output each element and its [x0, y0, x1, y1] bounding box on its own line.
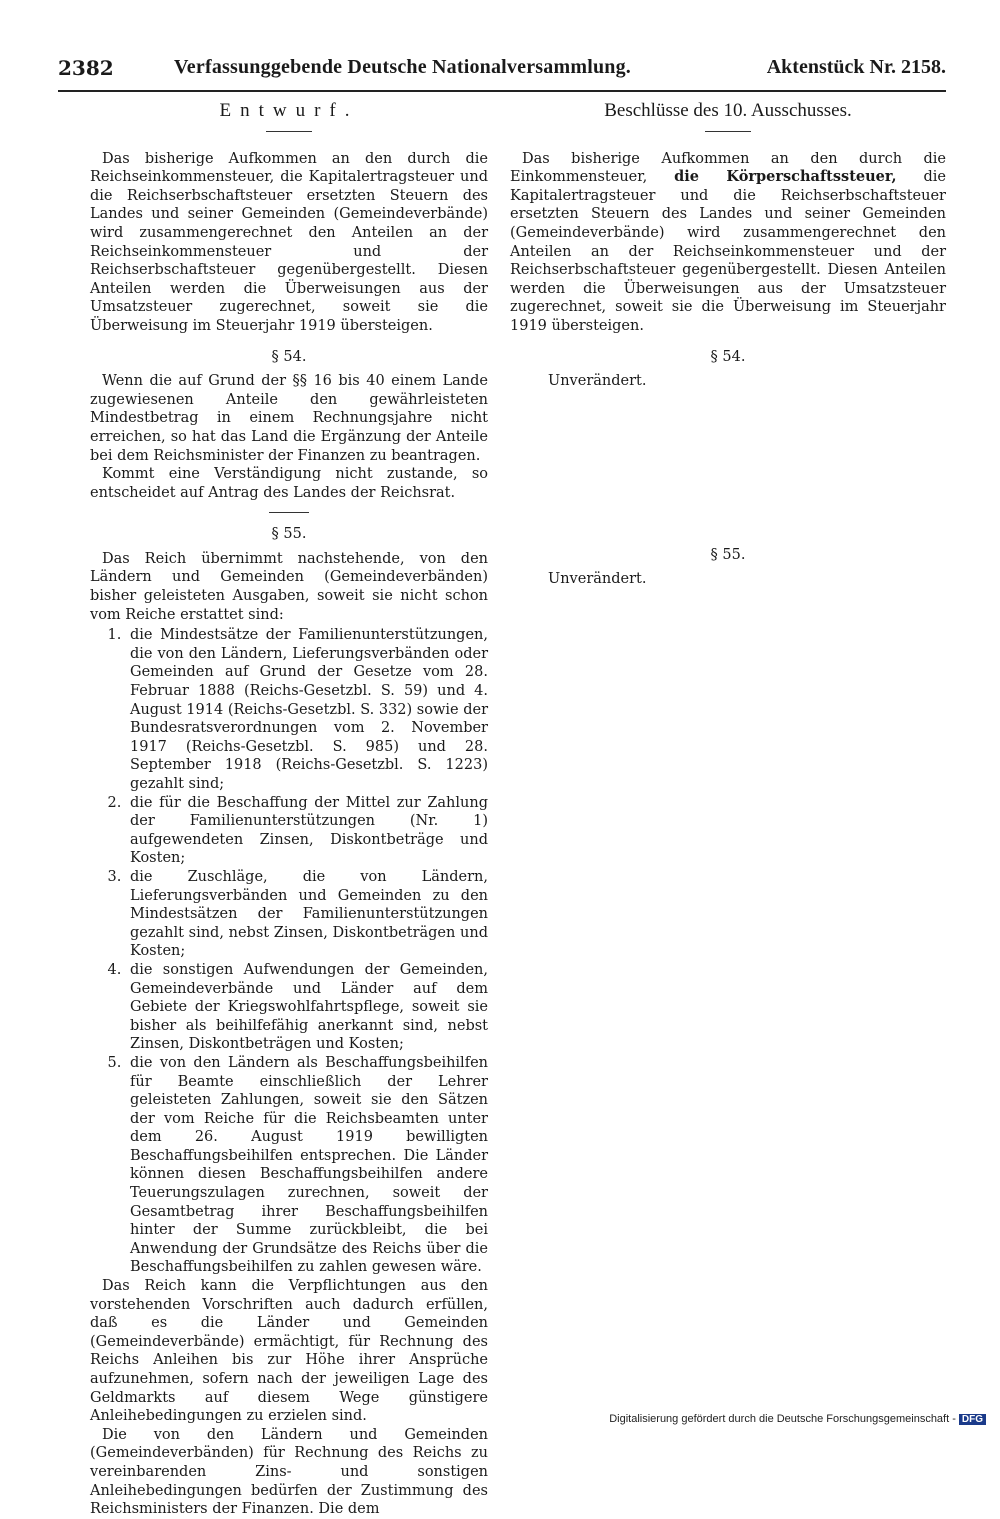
committee-intro-part-a: Das bisherige Aufkommen an den durch die Einkommensteuer,: [510, 150, 946, 186]
committee-section-54-text: Unverändert.: [548, 373, 647, 390]
draft-section-54-p1: Wenn die auf Grund der §§ 16 bis 40 einem Lande zugewiesenen Anteile den gewährleisteten Mindestbetrag in einem Rechnungsjahre nicht erreichen, so hat das Land die Ergänzung der Anteile bei dem Reichsminister der Finanzen zu beantragen.: [90, 373, 488, 464]
draft-section-55-p3: Die von den Ländern und Gemeinden (Gemeindeverbänden) für Rechnung des Reichs zu vereinbarenden Zins- und sonstigen Anleihebedingungen bedürfen der Zustimmung des Reichsministers der Finanzen. Die dem: [90, 1426, 488, 1518]
committee-section-55-title: § 55.: [710, 546, 746, 563]
draft-section-54-title: § 54.: [271, 348, 307, 365]
heading-rule: [266, 131, 312, 132]
heading-rule: [705, 131, 751, 132]
committee-column: [510, 102, 946, 589]
list-item: 5. die von den Ländern als Beschaffungsbeihilfen für Beamte einschließlich der Lehrer geleisteten Zahlungen, soweit sie den Sätzen der vom Reiche für die Reichsbeamten unter dem 26. August 1919 bewilligten Beschaffungsbeihilfen entsprechen. Die Länder können diesen Beschaffungsbeihilfen andere Teuerungszulagen zurechnen, soweit der Gesamtbetrag ihrer Beschaffungsbeihilfen hinter der Summe zurückbleibt, die bei Anwendung der Grundsätze des Reichs über die Beschaffungsbeihilfen zu zahlen gewesen wäre.: [126, 1054, 488, 1277]
draft-intro: Das bisherige Aufkommen an den durch die Reichseinkommensteuer, die Kapitalertragsteuer und die Reichserbschaftsteuer ersetzten Steuern des Landes und seiner Gemeinden (Gemeindeverbände) wird zusammengerechnet den Anteilen an der Reichseinkommensteuer und der Reichserbschaftsteuer gegenübergestellt. Diesen Anteilen werden die Überweisungen aus der Umsatzsteuer zugerechnet, soweit sie die Überweisung im Steuerjahr 1919 übersteigen.: [90, 150, 488, 334]
committee-section-54-title: § 54.: [710, 348, 746, 365]
section-rule: [269, 512, 309, 513]
page-header: [58, 56, 946, 92]
list-item: 4. die sonstigen Aufwendungen der Gemeinden, Gemeindeverbände und Länder auf dem Gebiete der Kriegswohlfahrtspflege, soweit sie bisher als beihilfefähig anerkannt sind, nebst Zinsen, Diskontbeträgen und Kosten;: [126, 961, 488, 1054]
spacer: [510, 391, 946, 534]
list-item: 2. die für die Beschaffung der Mittel zur Zahlung der Familienunterstützungen (Nr. 1) aufgewendeten Zinsen, Diskontbeträge und Kosten;: [126, 794, 488, 868]
list-item: 3. die Zuschläge, die von Ländern, Lieferungsverbänden und Gemeinden zu den Mindestsätzen der Familienunterstützungen gezahlt sind, nebst Zinsen, Diskontbeträgen und Kosten;: [126, 868, 488, 961]
committee-intro: [510, 150, 946, 336]
credit-text: Digitalisierung gefördert durch die Deutsche Forschungsgemeinschaft -: [609, 1413, 956, 1425]
dfg-logo: DFG: [959, 1414, 986, 1425]
digitization-credit: [609, 1413, 986, 1425]
draft-section-55-p2: Das Reich kann die Verpflichtungen aus den vorstehenden Vorschriften auch dadurch erfüllen, daß es die Länder und Gemeinden (Gemeindeverbände) ermächtigt, für Rechnung des Reichs Anleihen bis zur Höhe ihrer Ansprüche aufzunehmen, sofern nach der jeweiligen Lage des Geldmarkts auf diesem Wege günstigere Anleihebedingungen zu erzielen sind.: [90, 1278, 488, 1425]
draft-heading: Entwurf.: [219, 100, 359, 121]
committee-intro-emphasis: die Körperschaftssteuer,: [674, 168, 897, 186]
draft-section-55-p1: Das Reich übernimmt nachstehende, von den Ländern und Gemeinden (Gemeindeverbänden) bisher geleisteten Ausgaben, soweit sie nicht schon vom Reiche erstattet sind:: [90, 550, 488, 623]
draft-section-55-items: [90, 626, 488, 1277]
draft-column: [90, 102, 488, 1519]
document-reference: Aktenstück Nr. 2158.: [766, 56, 946, 78]
draft-section-54-p2: Kommt eine Verständigung nicht zustande, so entscheidet auf Antrag des Landes der Reichsrat.: [90, 466, 488, 501]
committee-heading: Beschlüsse des 10. Ausschusses.: [604, 100, 852, 121]
draft-section-55-title: § 55.: [271, 526, 307, 543]
list-item: 1. die Mindestsätze der Familienunterstützungen, die von den Ländern, Lieferungsverbänden oder Gemeinden auf Grund der Gesetze vom 28. Februar 1888 (Reichs-Gesetzbl. S. 59) und 4. August 1914 (Reichs-Gesetzbl. S. 332) sowie der Bundesratsverordnungen vom 2. November 1917 (Reichs-Gesetzbl. S. 985) und 28. September 1918 (Reichs-Gesetzbl. S. 1223) gezahlt sind;: [126, 626, 488, 793]
committee-intro-part-b: die Kapitalertragsteuer und die Reichserbschaftsteuer ersetzten Steuern des Landes und seiner Gemeinden (Gemeindeverbände) wird zusammengerechnet den Anteilen an der Reichseinkommensteuer und der Reichserbschaftsteuer gegenübergestellt. Diesen Anteilen werden die Überweisungen aus der Umsatzsteuer zugerechnet, soweit sie die Überweisung im Steuerjahr 1919 übersteigen.: [510, 169, 946, 334]
committee-section-55-text: Unverändert.: [548, 571, 647, 588]
page-number: 2382: [58, 56, 114, 80]
running-title: Verfassunggebende Deutsche Nationalversammlung.: [174, 56, 631, 78]
